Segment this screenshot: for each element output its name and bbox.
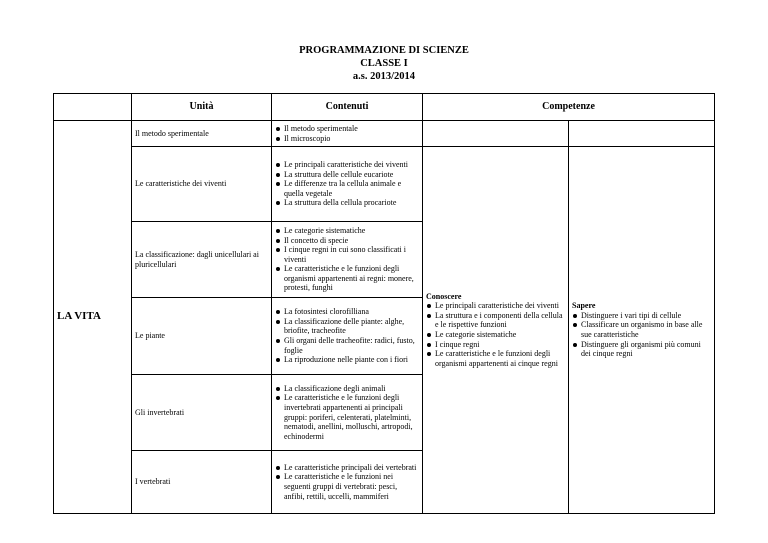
unit-cell: Le piante [132, 298, 272, 375]
competence-empty-cell [423, 121, 569, 147]
content-item: La struttura della cellula procariote [275, 198, 419, 208]
header-row [54, 94, 715, 121]
content-cell [272, 451, 423, 514]
document-title-block [0, 44, 768, 83]
sapere-item: Classificare un organismo in base alle sue caratteristiche [572, 320, 711, 339]
unit-cell: Gli invertebrati [132, 375, 272, 451]
content-cell [272, 147, 423, 222]
competence-empty-cell [569, 121, 715, 147]
content-cell [272, 222, 423, 298]
content-item: Le caratteristiche e le funzioni degli organismi appartenenti ai regni: monere, protesti, funghi [275, 264, 419, 293]
unit-cell: La classificazione: dagli unicellulari ai pluricellulari [132, 222, 272, 298]
content-item: Le caratteristiche e le funzioni degli invertebrati appartenenti ai principali gruppi: poriferi, celenterati, platelminti, nematodi, anellini, molluschi, artropodi, echinodermi [275, 393, 419, 441]
sapere-item: Distinguere i vari tipi di cellule [572, 311, 711, 321]
table-row [54, 121, 715, 147]
content-item: La fotosintesi clorofilliana [275, 307, 419, 317]
conoscere-item: Le categorie sistematiche [426, 330, 565, 340]
content-item: La classificazione degli animali [275, 384, 419, 394]
sapere-item: Distinguere gli organismi più comuni dei cinque regni [572, 340, 711, 359]
column-header-content: Contenuti [272, 94, 423, 121]
content-item: Gli organi delle tracheofite: radici, fusto, foglie [275, 336, 419, 355]
content-cell [272, 121, 423, 147]
unit-cell: Il metodo sperimentale [132, 121, 272, 147]
conoscere-heading: Conoscere [426, 291, 462, 301]
column-header-competence: Competenze [423, 94, 715, 121]
area-cell: LA VITA [54, 121, 132, 514]
header-empty-cell [54, 94, 132, 121]
content-item: I cinque regni in cui sono classificati i viventi [275, 245, 419, 264]
content-item: La struttura delle cellule eucariote [275, 170, 419, 180]
content-item: La classificazione delle piante: alghe, briofite, tracheofite [275, 317, 419, 336]
content-cell [272, 298, 423, 375]
table-row [54, 147, 715, 222]
programme-table [53, 93, 715, 514]
sapere-heading: Sapere [572, 301, 596, 311]
content-item: Il metodo sperimentale [275, 124, 419, 134]
conoscere-item: La struttura e i componenti della cellula e le rispettive funzioni [426, 311, 565, 330]
document-class: CLASSE I [360, 58, 408, 69]
document-year: a.s. 2013/2014 [352, 71, 416, 82]
content-item: Il microscopio [275, 134, 419, 144]
content-cell [272, 375, 423, 451]
conoscere-item: Le principali caratteristiche dei viventi [426, 301, 565, 311]
unit-cell: Le caratteristiche dei viventi [132, 147, 272, 222]
content-item: Le caratteristiche principali dei vertebrati [275, 463, 419, 473]
competence-sapere-cell [569, 147, 715, 514]
content-item: Le principali caratteristiche dei viventi [275, 160, 419, 170]
content-item: Le caratteristiche e le funzioni nei seguenti gruppi di vertebrati: pesci, anfibi, rettili, uccelli, mammiferi [275, 472, 419, 501]
conoscere-item: Le caratteristiche e le funzioni degli organismi appartenenti ai cinque regni [426, 349, 565, 368]
unit-cell: I vertebrati [132, 451, 272, 514]
content-item: Le differenze tra la cellula animale e quella vegetale [275, 179, 419, 198]
content-item: Il concetto di specie [275, 236, 419, 246]
content-item: La riproduzione nelle piante con i fiori [275, 355, 419, 365]
content-item: Le categorie sistematiche [275, 226, 419, 236]
document-title: PROGRAMMAZIONE DI SCIENZE [299, 45, 469, 56]
conoscere-item: I cinque regni [426, 340, 565, 350]
competence-conoscere-cell [423, 147, 569, 514]
column-header-unit: Unità [132, 94, 272, 121]
